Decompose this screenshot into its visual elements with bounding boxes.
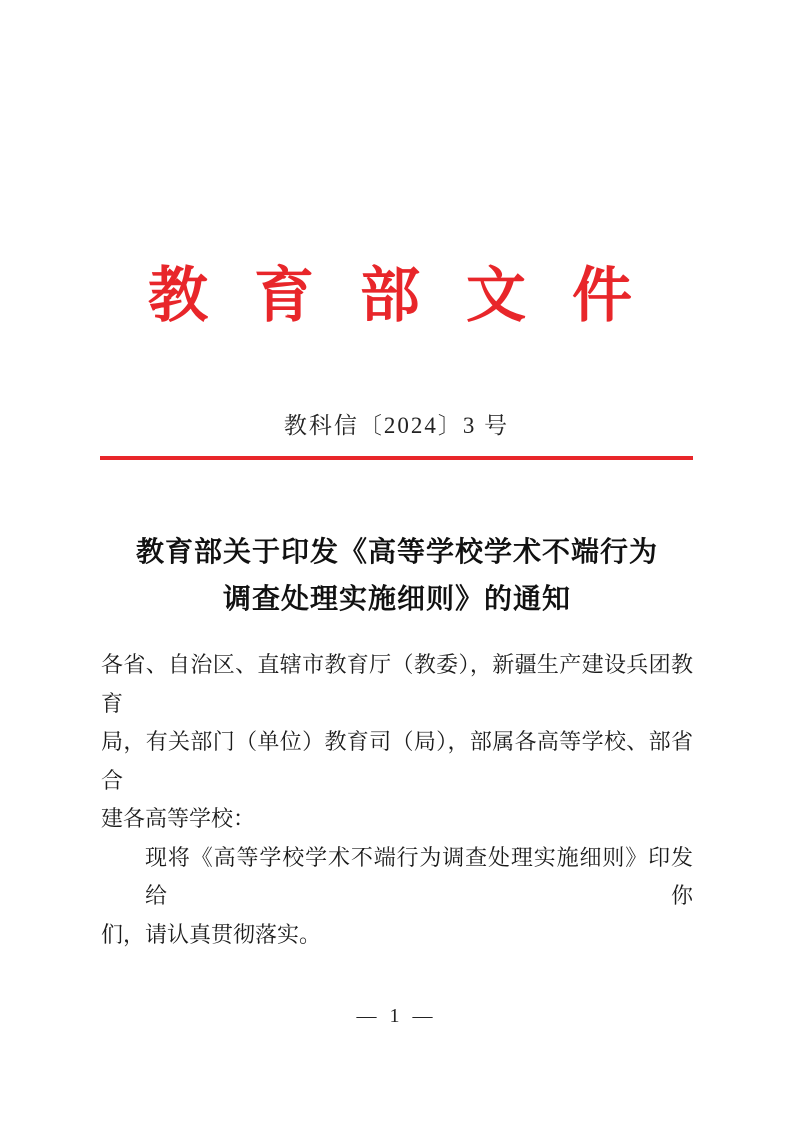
document-title [97,528,697,622]
document-body [101,646,693,954]
document-title-line2: 调查处理实施细则》的通知 [222,583,571,614]
body-text-line: 现将《高等学校学术不端行为调查处理实施细则》印发给你 [145,844,693,908]
agency-header-char: 件 [572,263,632,329]
agency-header-char: 文 [466,263,526,329]
body-text-line: 建各高等学校： [101,806,256,831]
agency-header-title [148,263,632,329]
page-number: — 1 — [356,1005,437,1027]
document-number: 教科信〔2024〕3 号 [283,413,510,438]
body-text-line: 各省、自治区、直辖市教育厅（教委），新疆生产建设兵团教育 [101,652,693,716]
agency-header-char: 部 [360,263,420,329]
agency-header-char: 教 [148,263,208,329]
document-title-line1: 教育部关于印发《高等学校学术不端行为 [135,536,658,567]
header-divider-line [100,456,693,460]
body-text-line: 局，有关部门（单位）教育司（局），部属各高等学校、部省合 [101,729,693,793]
agency-header-char: 育 [254,263,314,329]
body-text-line: 们，请认真贯彻落实。 [101,921,322,947]
